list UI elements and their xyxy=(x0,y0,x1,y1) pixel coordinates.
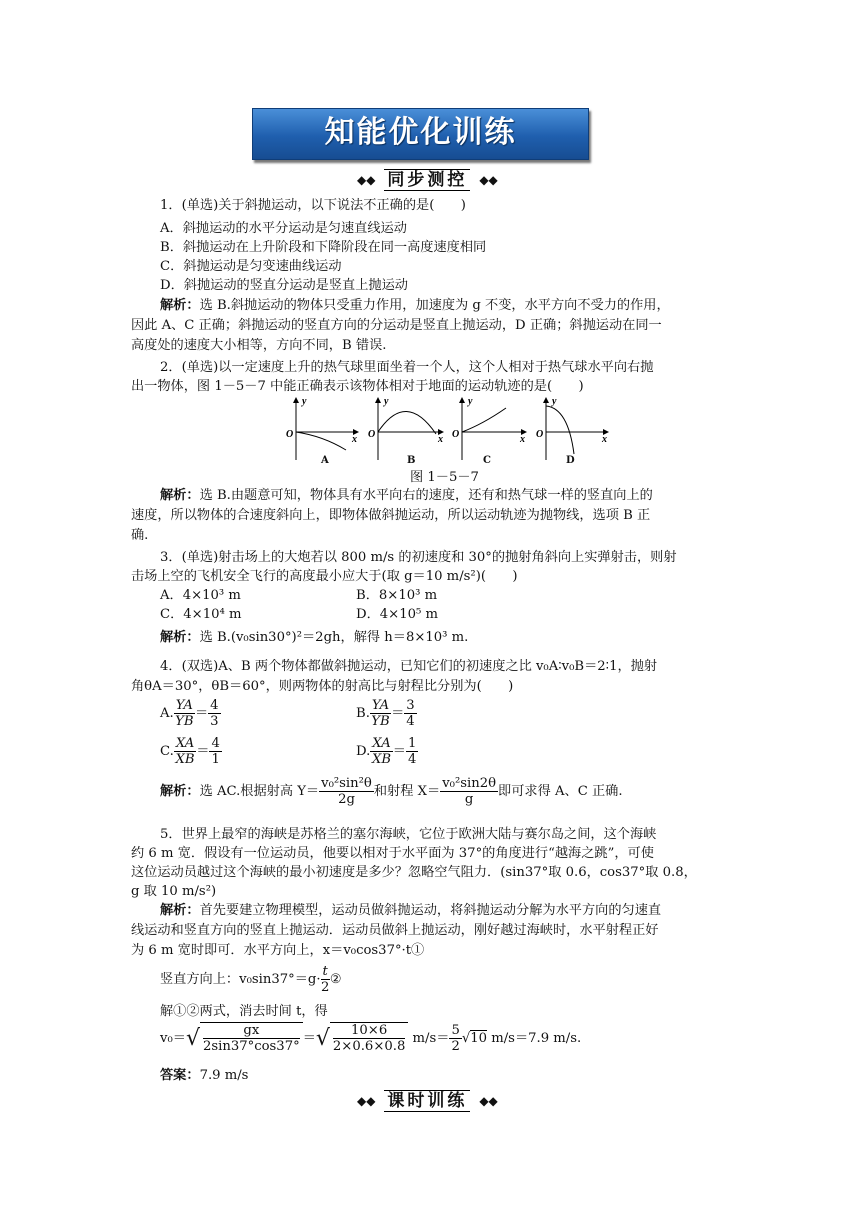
q5-analysis-line: 解析：首先要建立物理模型，运动员做斜抛运动，将斜抛运动分解为水平方向的匀速直 xyxy=(160,903,662,918)
svg-text:O: O xyxy=(368,429,376,440)
q3-stem: 击场上空的飞机安全飞行的高度最小应大于(取 g＝10 m/s²)( ) xyxy=(131,569,518,584)
q4-analysis: 解析：选 AC.根据射高 Y＝ $\frac{\text{v₀²sin²θ}}{2g}$ 和射程 X＝ $\frac{\text{v₀²sin2θ}}{g}$ 即可求得 A、C 正确. xyxy=(160,776,623,807)
q3-stem: 3．(单选)射击场上的大炮若以 800 m/s 的初速度和 30°的抛射角斜向上实弹射击，则射 xyxy=(160,550,677,565)
q5-analysis-line: 线运动和竖直方向的竖直上抛运动．运动员做斜上抛运动，刚好越过海峡时，水平射程正好 xyxy=(131,923,659,938)
graph-label-d: D xyxy=(566,455,575,466)
q5-equation-2: 竖直方向上：v₀sin37°＝g· $\frac{t}{2}$ ② xyxy=(160,964,342,995)
q1-analysis-line: 因此 A、C 正确；斜抛运动的竖直方向的分运动是竖直上抛运动，D 正确；斜抛运动在同一 xyxy=(131,318,662,333)
svg-text:x: x xyxy=(438,434,443,445)
q3-option: B．8×10³ m xyxy=(356,588,438,603)
graph-label-b: B xyxy=(407,455,416,466)
svg-text:O: O xyxy=(286,429,294,440)
q5-answer: 答案：7.9 m/s xyxy=(160,1068,249,1083)
svg-text:x: x xyxy=(602,434,607,445)
q5-stem: g 取 10 m/s²) xyxy=(131,884,217,899)
section-header-2: ◆◆ 课时训练 ◆◆ xyxy=(357,1091,498,1111)
analysis-label: 解析： xyxy=(160,298,200,313)
q1-analysis-line: 高度处的速度大小相等，方向不同，B 错误. xyxy=(131,338,387,353)
title-banner xyxy=(252,108,589,160)
svg-text:O: O xyxy=(452,429,460,440)
q1-stem: 1．(单选)关于斜抛运动，以下说法不正确的是( ) xyxy=(160,198,466,213)
q2-stem: 出一物体，图 1－5－7 中能正确表示该物体相对于地面的运动轨迹的是( ) xyxy=(131,379,584,394)
q2-analysis-line: 确. xyxy=(131,528,149,543)
q1-option: D．斜抛运动的竖直分运动是竖直上抛运动 xyxy=(160,278,408,293)
section-title: 同步测控 xyxy=(384,169,470,191)
svg-text:y: y xyxy=(302,396,307,407)
q3-option: A．4×10³ m xyxy=(160,588,241,603)
q1-option: C．斜抛运动是匀变速曲线运动 xyxy=(160,259,342,274)
section-title: 课时训练 xyxy=(384,1090,470,1112)
q3-option: D．4×10⁵ m xyxy=(356,607,438,622)
q1-option: A．斜抛运动的水平分运动是匀速直线运动 xyxy=(160,221,407,236)
q3-option: C．4×10⁴ m xyxy=(160,607,242,622)
q4-option-a: A. $\frac{YA}{YB}$ ＝ $\frac{4}{3}$ xyxy=(160,698,219,729)
q1-option: B．斜抛运动在上升阶段和下降阶段在同一高度速度相同 xyxy=(160,240,487,255)
q2-analysis-line: 解析：选 B.由题意可知，物体具有水平向右的速度，还有和热气球一样的竖直向上的 xyxy=(160,488,653,503)
svg-text:O: O xyxy=(536,429,544,440)
svg-text:x: x xyxy=(520,434,525,445)
svg-text:x: x xyxy=(352,434,357,445)
q5-equation-3: 解①②两式，消去时间 t，得 xyxy=(160,1004,328,1019)
page-title: 知能优化训练 xyxy=(324,115,517,150)
q1-analysis-line: 解析：选 B.斜抛运动的物体只受重力作用，加速度为 g 不变，水平方向不受力的作用， xyxy=(160,298,670,313)
svg-text:y: y xyxy=(552,396,557,407)
q5-stem: 约 6 m 宽．假设有一位运动员，他要以相对于水平面为 37°的角度进行“越海之跳”，可使 xyxy=(131,846,654,861)
trajectory-graphs xyxy=(278,394,613,464)
graph-label-a: A xyxy=(321,455,329,466)
q4-stem: 4．(双选)A、B 两个物体都做斜抛运动，已知它们的初速度之比 v₀A∶v₀B＝2∶1，抛射 xyxy=(160,659,658,674)
q5-analysis-line: 为 6 m 宽时即可．水平方向上，x＝v₀cos37°·t① xyxy=(131,943,425,958)
q5-stem: 这位运动员越过这个海峡的最小初速度是多少？忽略空气阻力．(sin37°取 0.6，cos37°取 0.8， xyxy=(131,865,697,880)
q4-option-d: D. $\frac{XA}{XB}$ ＝ $\frac{1}{4}$ xyxy=(356,736,417,767)
q5-stem: 5．世界上最窄的海峡是苏格兰的塞尔海峡，它位于欧洲大陆与赛尔岛之间，这个海峡 xyxy=(160,827,657,842)
q2-stem: 2．(单选)以一定速度上升的热气球里面坐着一个人，这个人相对于热气球水平向右抛 xyxy=(160,360,654,375)
q4-option-c: C. $\frac{XA}{XB}$ ＝ $\frac{4}{1}$ xyxy=(160,736,220,767)
svg-text:y: y xyxy=(468,396,473,407)
q4-stem: 角θA＝30°，θB＝60°，则两物体的射高比与射程比分别为( ) xyxy=(131,679,514,694)
svg-text:y: y xyxy=(384,396,389,407)
graph-label-c: C xyxy=(483,455,491,466)
section-header-1: ◆◆ 同步测控 ◆◆ xyxy=(357,170,498,190)
q5-equation-4: v₀＝√ $\frac{gx}{2\sin 37^\circ\cos 37^\circ}$ ＝√ $\frac{10\times 6}{2\times 0.6\times 0.8}$ m/s＝ $\frac{5}{2}$ √10 m/s＝7.9 m/s. xyxy=(160,1023,582,1054)
q4-option-b: B. $\frac{YA}{YB}$ ＝ $\frac{3}{4}$ xyxy=(356,698,415,729)
q3-analysis: 解析：选 B.(v₀sin30°)²＝2gh，解得 h＝8×10³ m. xyxy=(160,630,469,645)
q2-analysis-line: 速度，所以物体的合速度斜向上，即物体做斜抛运动，所以运动轨迹为抛物线，选项 B 正 xyxy=(131,508,651,523)
figure-caption: 图 1－5－7 xyxy=(410,470,479,485)
